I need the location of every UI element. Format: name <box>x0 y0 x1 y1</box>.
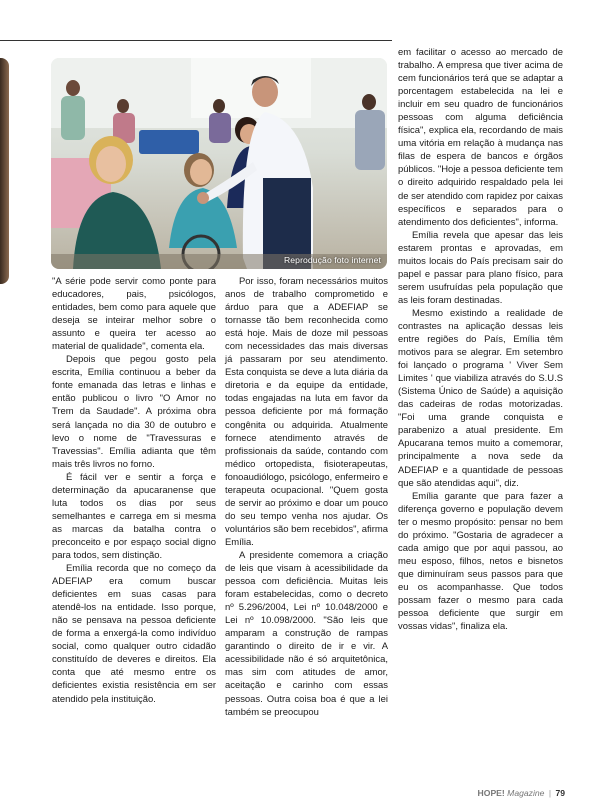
article-column-2 <box>225 275 388 719</box>
article-paragraph: Depois que pegou gosto pela escrita, Emília continuou a beber da fonte emanada das letras e linhas e então publicou o livro "O Amor no Trem da Saudade". A próxima obra será lançada no dia 30 de outubro e levo o nome de "Travessuras e Travessias". Emília adianta que têm mais três livros no forno. <box>52 354 216 470</box>
previous-page-edge <box>0 58 9 284</box>
photo-illustration <box>51 58 387 269</box>
magazine-brand: HOPE! <box>477 788 505 798</box>
article-paragraph: Emília revela que apesar das leis estarem prontas e aprovadas, em muitos locais do País precisam sair do papel e passar para plano físico, para serem usufruídas pela população que as leis foram destinadas. <box>398 229 563 306</box>
article-paragraph: em facilitar o acesso ao mercado de trabalho. A empresa que tiver acima de cem funcionários terá que se adaptar a porcentagem estabelecida na lei e incluir em seu quadro de funcionários pessoas com alguma deficiência física", explica ela, recordando de mais uma vitória em relação à mudança nas filas de espera de bancos e órgãos públicos. "Hoje a pessoa deficiente tem o direito adquirido respaldado pela lei de ser atendido com rapidez por caixas específicos e separados para o atendimento dos deficientes", informa. <box>398 47 563 228</box>
article-paragraph: É fácil ver e sentir a força e determinação da apucaranense que luta todos os dias por seus semelhantes e carrega em si mesma as marcas da batalha contra o preconceito e por espaço social digno para todos, sem distinção. <box>52 471 216 561</box>
magazine-word: Magazine <box>507 788 545 798</box>
article-paragraph: "A série pode servir como ponte para educadores, pais, psicólogos, entidades, bem como para aquele que deseja se inteirar melhor sobre o assunto e queira ter acesso ao material de qualidade", comenta ela. <box>52 276 216 353</box>
top-rule <box>0 40 392 41</box>
article-paragraph: Emília garante que para fazer a diferença governo e população devem ter o mesmo propósito: pensar no bem do próximo. "Gostaria de agradecer a cada amigo que por aqui passou, ao meu esposo, filhos, netos e bisnetos que diminuíram seus passos para que eu os acompanhasse. Que todos possam fazer o mesmo para cada pessoa deficiente que surgir em vossas vidas", finaliza ela. <box>398 490 563 633</box>
article-paragraph: Mesmo existindo a realidade de contrastes na aplicação dessas leis entre regiões do País, Emília têm motivos para se alegrar. Em setembro foi lançado o programa ' Viver Sem Limites ' que viabiliza através do S.U.S (Sistema Único de Saúde) a aquisição das cadeiras de rodas motorizadas. "Foi uma grande conquista e parabenizo a atual presidente. Em Apucarana temos muito a comemorar, principalmente a nova sede da ADEFIAP e a quantidade de pessoas que são atendidas aqui", diz. <box>398 307 563 489</box>
photo-credit: Reprodução foto internet <box>284 255 381 265</box>
page-number: 79 <box>555 788 565 798</box>
article-paragraph: Emília recorda que no começo da ADEFIAP era comum buscar deficientes em suas casas para atendê-los na entidade. Isso porque, não se pensava na pessoa deficiente de forma a enxergá-la como indivíduo social, como qualquer outro cidadão constituído de deveres e direitos. Ela conta que até mesmo entre os deficientes existia resistência em ser atendido pela instituição. <box>52 563 216 705</box>
article-column-1 <box>52 275 216 706</box>
folio-separator: | <box>548 788 552 798</box>
article-photo <box>51 58 387 269</box>
article-paragraph: A presidente comemora a criação de leis que visam à acessibilidade da pessoa com deficiência. Muitas leis foram estabelecidas, como o decreto nº 5.296/2004, Lei nº 10.048/2000 e Lei nº 10.098/2000. "São leis que amparam a construção de rampas garantindo o direito de ir e vir. A acessibilidade não é só arquitetônica, mas sim com atitudes de amor, aceitação e carinho com essas pessoas. Outra coisa boa é que a lei também se preocupou <box>225 549 388 718</box>
article-paragraph: Por isso, foram necessários muitos anos de trabalho comprometido e árduo para que a ADEFIAP se tornasse tão bem reconhecida como está hoje. Mais de doze mil pessoas com necessidades das mais diversas já passaram por seu atendimento. Esta conquista se deve a luta diária da diretoria e da equipe da entidade, todas engajadas na luta em favor da pessoa deficiente por má formação congênita ou adquirida. Atualmente fornece atendimento através de profissionais da saúde, contando com médico ortopedista, fisioterapeutas, fonoaudiólogo, psicólogo, enfermeiro e terapeuta ocupacional. "Quem gosta de servir ao próximo e doar um pouco do seu tempo venha nos ajudar. Os voluntários são bem recebidos", afirma Emília. <box>225 276 388 548</box>
page-footer <box>478 788 565 798</box>
article-column-3 <box>398 46 563 633</box>
